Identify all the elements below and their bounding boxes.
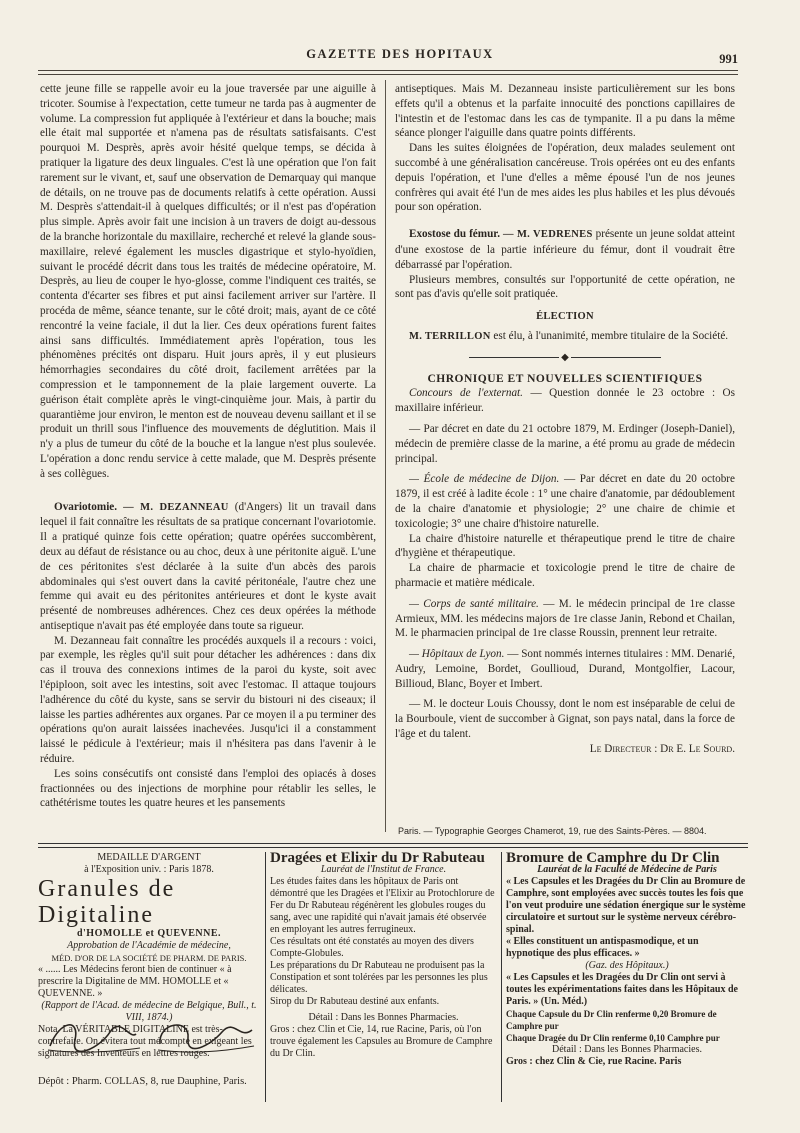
paragraph-text: est élu, à l'unanimité, membre titulaire de la Société. xyxy=(493,329,729,342)
paragraph xyxy=(395,227,735,272)
column-divider xyxy=(385,80,386,832)
ad-title: Bromure de Camphre du Dr Clin xyxy=(506,850,720,866)
ad-paragraph: Ces résultats ont été constatés au moyen des divers Compte-Globules. xyxy=(270,936,474,959)
ad-reference: (Rapport de l'Acad. de médecine de Belgique, Bull., t. VIII, 1874.) xyxy=(41,1000,257,1023)
paragraph: cette jeune fille se rappelle avoir eu la joue traversée par une aiguille à tricoter. Soumise à l'expectation, cette tumeur ne tarda pas à augmenter de volume. La compression fut appliquée à l'extérieur et dans la bouche; mais elle était mal supportée et n'amena pas de résultats satisfaisants. C'est pourquoi M. Desprès, après avoir hésité quelque temps, se décida à pratiquer la ligature des deux linguales. C'est là une opération que l'on fait rarement sur le vivant, et, sauf une observation de Demarquay qui manque de détails, on ne trouve pas de documents relatifs à cette opération. Aussi M. Desprès s'attendait-il à quelques difficultés; or il n'est pas d'opération plus simple. Après avoir fait une incision à un travers de doigt au-dessous de la branche horizontale du maxillaire, recherché et relevé la glande sous-maxillaire, relevé également les muscles digastrique et stylo-hyoïdien, suivant le procédé décrit dans tous les traités de médecine opératoire, M. Desprès, au lieu de couper le hyo-glosse, comme l'indiquent ces traités, se contenta d'écarter ses fibres et put ainsi facilement arriver sur l'artère. Il procéda de même, séance tenante, sur le côté droit; mais, ayant de ce côté rencontré la veine faciale, il dut la lier. Ces deux opérations furent faites ainsi sans difficultés. Immédiatement après l'opération, tous les phénomènes précités ont disparu. Huit jours après, il y eut plusieurs hémorrhagies secondaires du côté droit, facilement arrêtées par la compression et le tamponnement de la plaie largement ouverte. La guérison était complète après le vingt-cinquième jour. Mais, à partir du quarantième jour environ, le menton est de nouveau devenu saillant et il se produit un thrill sous l'influence des mouvements de déglutition. Mais il n'y a plus de tumeur du côté de la bouche et la langue n'est plus soulevée. L'opération a donc rendu service à cette malade, que M. Desprès présente à ses collègues. xyxy=(40,83,376,480)
ad-nota: Nota. La VÉRITABLE DIGITALINE est très-contrefaite. On évitera tout mécompte en exigeant les signatures des Inventeurs en lettres rouges. xyxy=(38,1024,252,1059)
ad-reference: (Gaz. des Hôpitaux.) xyxy=(585,960,669,971)
news-lead: Concours de l'externat. xyxy=(409,387,523,400)
director-signature: Le Directeur : Dr E. Le Sourd. xyxy=(589,742,735,755)
ad-detail: Détail : Dans les Bonnes Pharmacies. xyxy=(552,1044,702,1055)
news-item xyxy=(395,647,735,691)
page-title: GAZETTE DES HOPITAUX xyxy=(306,47,494,61)
ornament-divider: ◆ xyxy=(395,351,735,366)
header-rule xyxy=(38,70,738,71)
ad-detail: Détail : Dans les Bonnes Pharmacies. xyxy=(308,1012,459,1023)
ad-medal: MEDAILLE D'ARGENT xyxy=(97,852,201,863)
paragraph-text: (d'Angers) lit un travail dans lequel il fait connaître les résultats de sa pratique concernant l'ovariotomie. Il a pratiqué quinze fois cette opération; quatre opérées succombèrent, deux au défaut de résistance ou au choc, deux à une péritonite aiguë. L'une de ces péritonites s'est déclarée à la suite d'un abcès des parois abdominales qui s'est ouvert dans la cavité péritonéale, l'autre chez une femme qui avait eu des péritonites antérieures et dont le kyste avait présenté de nombreuses adhérences. Chez ces deux opérées la méthode antiseptique n'avait pas été employée dans toute sa rigueur. xyxy=(40,500,376,632)
paragraph-text: présente un jeune soldat atteint d'une exostose de la partie inférieure du fémur, dont il voudrait être débarrassé par l'opération. xyxy=(395,228,735,271)
ads-rule-2 xyxy=(38,847,748,848)
ad-paragraph: « Les Capsules et les Dragées du Dr Clin au Bromure de Camphre, sont employées avec succès toutes les fois que l'on veut produire une sédation énergique sur le système circulatoire et surtout sur le système nerveux cérébro-spinal. xyxy=(506,876,746,935)
ad-paragraph: Gros : chez Clin et Cie, 14, rue Racine, Paris, où l'on trouve également les Capsules au Bromure de Camphre du Dr Clin. xyxy=(270,1024,493,1059)
paragraph: Plusieurs membres, consultés sur l'opportunité de cette opération, ne sont pas d'avis qu'elle soit pratiquée. xyxy=(395,273,735,301)
news-item xyxy=(395,386,735,416)
news-item xyxy=(395,472,735,531)
section-lead: Exostose du fémur. xyxy=(409,228,501,241)
ad-medal-2: MÉD. D'OR DE LA SOCIÉTÉ DE PHARM. DE PARIS. xyxy=(51,953,247,963)
ad-rabuteau xyxy=(265,852,502,1102)
right-column xyxy=(395,82,735,812)
paragraph: Dans les suites éloignées de l'opération, deux malades seulement ont succombé à une généralisation cancéreuse. Trois opérées ont eu des enfants depuis l'opération, et l'une d'elles a même épousé l'un de nos jeunes confrères qui avait été l'un de mes aides les plus habiles et les plus dévoués pour son opération. xyxy=(395,142,735,214)
page-number: 991 xyxy=(719,52,738,66)
speaker-name: — M. DEZANNEAU xyxy=(123,501,229,513)
ad-paragraph: Gros : chez Clin & Cie, rue Racine. Paris xyxy=(506,1056,682,1067)
ad-paragraph: Sirop du Dr Rabuteau destiné aux enfants. xyxy=(270,996,440,1007)
ad-expo: à l'Exposition univ. : Paris 1878. xyxy=(84,864,214,875)
ad-bromure xyxy=(506,852,748,1068)
paragraph xyxy=(40,500,376,634)
ad-paragraph: Les préparations du Dr Rabuteau ne produisent pas la Constipation et sont tolérées par les personnes les plus délicates. xyxy=(270,960,488,995)
news-text: — M. le médecin principal de 1re classe Armieux, MM. les médecins majors de 1re classe Janin, Rebond et Chailan, M. le pharmacien principal de 1re classe Roussin, prennent leur retraite. xyxy=(395,597,735,640)
paragraph: antiseptiques. Mais M. Dezanneau insiste particulièrement sur les bons effets qu'il a obtenus et la parfaite innocuité des ponctions capillaires de l'intestin et de l'estomac dans les cas de tympanite. Il a pu dans la même séance plonger l'aiguille dans quatre points différents. xyxy=(395,83,735,140)
ad-approbation: Approbation de l'Académie de médecine, xyxy=(67,940,231,951)
news-text: — Sont nommés internes titulaires : MM. Denarié, Audry, Lemoine, Bordet, Goullioud, Durand, Montgolfier, Lacour, Billioud, Blanc, Boyer et Imbert. xyxy=(395,648,735,690)
news-item: La chaire de pharmacie et toxicologie prend le titre de chaire de pharmacie et matière médicale. xyxy=(395,562,735,589)
news-lead: — École de médecine de Dijon. xyxy=(409,473,560,486)
inventors-signatures xyxy=(40,1010,260,1060)
speaker-name: M. TERRILLON xyxy=(409,330,491,342)
ad-paragraph: « Les Capsules et les Dragées du Dr Clin ont servi à toutes les expérimentations faites dans les Hôpitaux de Paris. » (Un. Méd.) xyxy=(506,972,738,1007)
news-item xyxy=(395,597,735,641)
section-heading: CHRONIQUE ET NOUVELLES SCIENTIFIQUES xyxy=(427,372,703,385)
news-item: La chaire d'histoire naturelle et thérapeutique prend le titre de chaire d'hygiène et thérapeutique. xyxy=(395,532,735,560)
ad-paragraph: Chaque Capsule du Dr Clin renferme 0,20 Bromure de Camphre pur xyxy=(506,1009,717,1031)
header-rule-2 xyxy=(38,74,738,75)
news-lead: — Hôpitaux de Lyon. xyxy=(409,648,505,661)
news-item: — Par décret en date du 21 octobre 1879, M. Erdinger (Joseph-Daniel), médecin de première classe de la marine, a été promu au grade de médecin principal. xyxy=(395,422,735,465)
ad-subtitle: Lauréat de l'Institut de France. xyxy=(320,864,447,875)
news-text: — Par décret en date du 20 octobre 1879, il est créé à ladite école : 1° une chaire d'anatomie, par dédoublement de la chaire d'anatomie et physiologie; 2° une chaire de chimie et toxicologie; 3° une chaire d'histoire naturelle. xyxy=(395,473,735,530)
paragraph: M. Dezanneau fait connaître les procédés auxquels il a recours : voici, par exemple, les règles qu'il suit pour détacher les adhérences : dans dix cas il trouva des connexions intimes de la paroi du kyste, soit avec l'épiploon, soit avec les intestins, soit avec l'estomac. Il attaque toujours l'adhérence du côté du kyste, sans se servir du bistouri ni des ciseaux; il laisse les parties adhérentes aux organes. Par ce moyen il a pu terminer des opérations qu'on aurait laissées inachevées. Jusqu'ici il a constamment laissé le pédicule à l'extérieur; mais il n'hésitera pas dans l'avenir à le réduire. xyxy=(40,634,376,766)
paragraph: Les soins consécutifs ont consisté dans l'emploi des opiacés à doses fractionnées ou des injections de morphine pour rétablir les selles, le cathétérisme toutes les quatre heures et les pansements xyxy=(40,767,376,810)
ad-title: Dragées et Elixir du Dr Rabuteau xyxy=(270,850,485,866)
ad-title: Granules de Digitaline xyxy=(38,876,176,928)
news-text: — Question donnée le 23 octobre : Os maxillaire inférieur. xyxy=(395,387,735,415)
ad-paragraph: Les études faites dans les hôpitaux de Paris ont démontré que les Dragées et l'Elixir au Protochlorure de Fer du Dr Rabuteau régénèrent les globules rouges du sang, avec une rapidité qui n'avait jamais été observée en employant les autres ferrugineux. xyxy=(270,876,495,935)
section-lead: Ovariotomie. xyxy=(54,500,118,513)
left-column xyxy=(40,82,376,842)
ad-paragraph: « Elles constituent un antispasmodique, et un hypnotique des plus efficaces. » xyxy=(506,936,699,959)
ad-quote: « ...... Les Médecins feront bien de continuer « à prescrire la Digitaline de MM. HOMOLLE et « QUEVENNE. » xyxy=(38,964,232,999)
news-lead: — Corps de santé militaire. xyxy=(409,597,539,610)
ad-paragraph: Chaque Dragée du Dr Clin renferme 0,10 Camphre pur xyxy=(506,1033,720,1043)
speaker-name: — M. VEDRENES xyxy=(503,229,593,241)
printer-line: Paris. — Typographie Georges Chamerot, 19, rue des Saints-Pères. — 8804. xyxy=(398,826,707,836)
ad-depot: Dépôt : Pharm. COLLAS, 8, rue Dauphine, Paris. xyxy=(38,1076,247,1087)
ad-subtitle: Lauréat de la Faculté de Médecine de Paris xyxy=(537,864,717,875)
election-heading: ÉLECTION xyxy=(536,311,594,323)
ads-rule xyxy=(38,843,748,844)
paragraph xyxy=(395,329,735,345)
ad-makers: d'HOMOLLE et QUEVENNE. xyxy=(76,928,222,939)
news-item: — M. le docteur Louis Choussy, dont le nom est inséparable de celui de la Bourboule, vient de succomber à Gignat, son pays natal, dans la force de l'âge et du talent. xyxy=(395,698,735,741)
